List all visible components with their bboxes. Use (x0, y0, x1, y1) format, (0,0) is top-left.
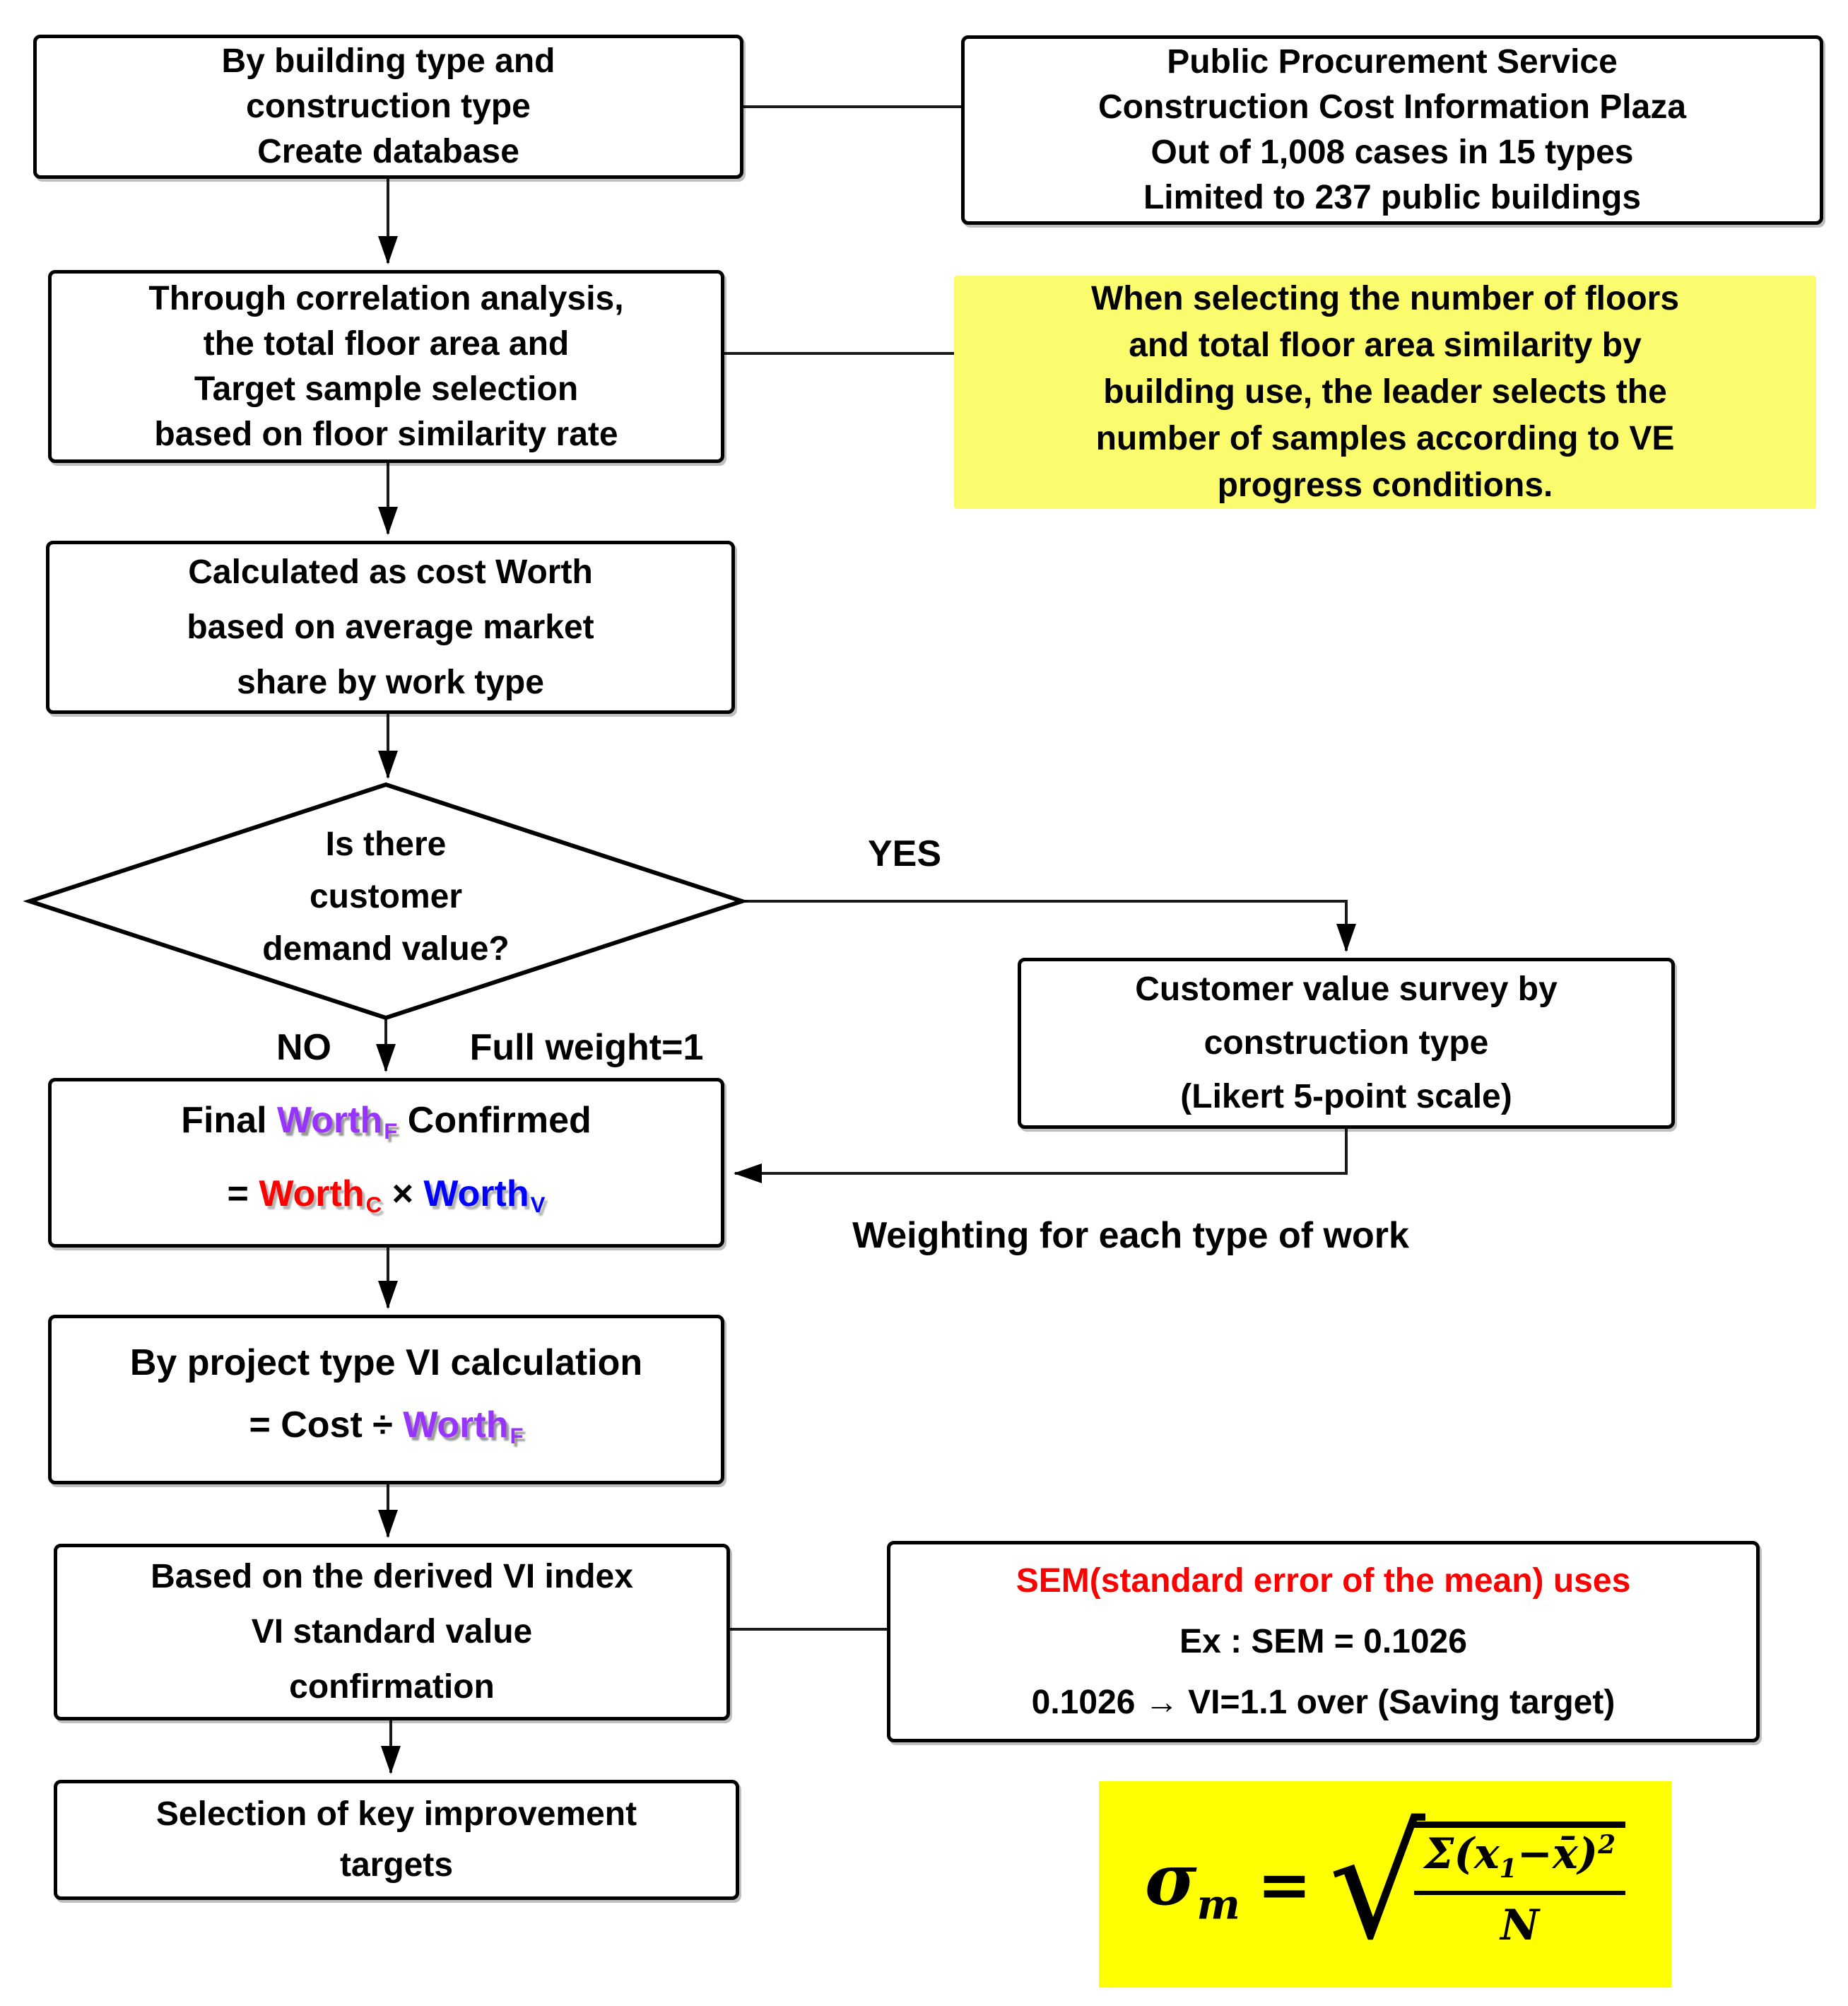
worth-f-purple: Worth$_F$ (403, 1404, 524, 1449)
box-final-worth (48, 1078, 724, 1248)
box-cost-worth (46, 541, 735, 714)
box-line: Based on the derived VI index (151, 1558, 633, 1595)
label-full-weight: Full weight=1 (469, 1027, 704, 1068)
fraction-numerator: $\Sigma(x_1-x̄)^2$ (1414, 1828, 1625, 1895)
label-no: NO (276, 1027, 331, 1068)
vi-calc-line2 (249, 1394, 523, 1467)
sigma-m: $\sigma_m$ (1144, 1837, 1240, 1929)
box-vi-calculation (48, 1315, 724, 1484)
sem-example: Ex : SEM = 0.1026 (1179, 1622, 1467, 1660)
box-line: the total floor area and (203, 324, 570, 363)
box-sem (887, 1541, 1760, 1742)
box-selection-targets (54, 1780, 739, 1900)
box-line: Create database (257, 133, 519, 170)
sem-rule: 0.1026 → VI=1.1 over (Saving target) (1031, 1683, 1615, 1721)
box-line: Through correlation analysis, (148, 279, 624, 317)
box-create-database (33, 35, 743, 179)
note-sample-selection (954, 276, 1816, 509)
note-line: building use, the leader selects the (1103, 373, 1667, 411)
box-line: Public Procurement Service (1167, 43, 1618, 81)
label-yes: YES (867, 833, 942, 874)
decision-customer-demand (174, 819, 598, 975)
box-line: Selection of key improvement (155, 1795, 637, 1833)
note-line: progress conditions. (1217, 467, 1553, 504)
box-public-procurement (961, 35, 1823, 225)
decision-line: customer (309, 878, 463, 915)
box-line: based on floor similarity rate (154, 415, 618, 453)
box-line: VI standard value (251, 1613, 533, 1650)
note-line: When selecting the number of floors (1090, 280, 1680, 317)
radical-expression (1329, 1795, 1625, 1973)
text-equals: = (227, 1173, 259, 1214)
text-final: Final (181, 1099, 278, 1141)
decision-line: demand value? (262, 930, 510, 968)
text-confirmed: Confirmed (397, 1099, 592, 1141)
box-line: share by work type (237, 663, 544, 701)
text-cost-div: = Cost ÷ (249, 1404, 404, 1445)
box-correlation-analysis (48, 270, 724, 463)
box-line: (Likert 5-point scale) (1180, 1078, 1512, 1115)
worth-c-red: Worth$_C$ (259, 1173, 382, 1218)
worth-f-purple: Worth$_F$ (277, 1099, 398, 1144)
fraction-denominator: N (1500, 1901, 1540, 1951)
vi-calc-line1: By project type VI calculation (129, 1342, 643, 1383)
sem-title: SEM(standard error of the mean) uses (1016, 1561, 1631, 1600)
equals-sign: = (1256, 1846, 1312, 1923)
box-line: based on average market (187, 608, 594, 646)
final-worth-line2 (228, 1163, 546, 1236)
box-line: confirmation (289, 1668, 495, 1706)
box-vi-standard (54, 1544, 730, 1720)
text-times: × (382, 1173, 424, 1214)
radical-sign: √ (1329, 1795, 1426, 1973)
label-weighting: Weighting for each type of work (852, 1215, 1409, 1256)
box-customer-survey (1018, 958, 1675, 1129)
fraction (1414, 1822, 1625, 1951)
box-line: Calculated as cost Worth (188, 553, 593, 591)
box-line: construction type (1203, 1024, 1489, 1062)
box-line: Construction Cost Information Plaza (1097, 88, 1687, 126)
box-line: Target sample selection (194, 370, 579, 408)
decision-line: Is there (325, 826, 447, 863)
worth-v-blue: Worth$_V$ (423, 1173, 546, 1218)
box-line: construction type (246, 88, 531, 125)
box-sem-formula (1099, 1781, 1671, 1988)
box-line: Customer value survey by (1135, 970, 1558, 1008)
arrow-survey-to-finalworth (735, 1129, 1346, 1173)
note-line: number of samples according to VE (1095, 420, 1675, 457)
note-line: and total floor area similarity by (1129, 327, 1642, 364)
box-line: Out of 1,008 cases in 15 types (1150, 134, 1634, 171)
final-worth-line1 (181, 1089, 592, 1163)
box-line: Limited to 237 public buildings (1143, 179, 1642, 216)
arrow-yes-to-survey (742, 901, 1346, 951)
box-line: By building type and (221, 42, 555, 80)
box-line: targets (339, 1846, 454, 1884)
